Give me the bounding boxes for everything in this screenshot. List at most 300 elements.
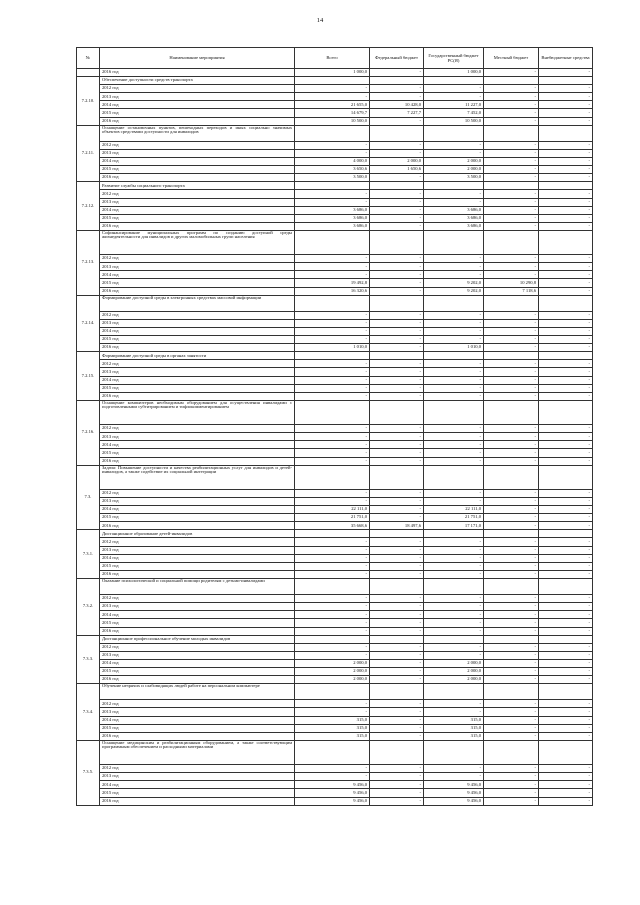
item-name: 2014 год (100, 101, 295, 109)
federal-value (370, 684, 424, 700)
total-value: 3 500,0 (295, 174, 370, 182)
extrabudget-value: - (539, 368, 593, 376)
total-value: 14 679,7 (295, 109, 370, 117)
federal-value: - (370, 651, 424, 659)
local-value: - (484, 263, 539, 271)
item-name: 2013 год (100, 368, 295, 376)
federal-value: - (370, 206, 424, 214)
extrabudget-value: - (539, 498, 593, 506)
total-value: - (295, 85, 370, 93)
header-cell: Местный бюджет (484, 48, 539, 69)
federal-value: - (370, 708, 424, 716)
total-value: - (295, 149, 370, 157)
table-row (77, 328, 593, 336)
total-value: - (295, 538, 370, 546)
state-value (424, 530, 484, 538)
federal-value: - (370, 336, 424, 344)
extrabudget-value: - (539, 546, 593, 554)
table-row (77, 158, 593, 166)
federal-value: - (370, 538, 424, 546)
table-row (77, 271, 593, 279)
local-value: - (484, 149, 539, 157)
total-value: 315,0 (295, 716, 370, 724)
item-name: 2016 год (100, 570, 295, 578)
federal-value: - (370, 773, 424, 781)
total-value: - (295, 360, 370, 368)
federal-value: - (370, 603, 424, 611)
table-row (77, 700, 593, 708)
total-value: - (295, 263, 370, 271)
item-name: 2015 год (100, 279, 295, 287)
local-value: - (484, 667, 539, 675)
federal-value: - (370, 263, 424, 271)
table-row (77, 77, 593, 85)
table-row (77, 198, 593, 206)
item-name: 2013 год (100, 198, 295, 206)
table-row (77, 619, 593, 627)
federal-value: - (370, 311, 424, 319)
item-name: 2016 год (100, 676, 295, 684)
total-value: - (295, 489, 370, 497)
state-value: - (424, 700, 484, 708)
item-name: 2015 год (100, 109, 295, 117)
extrabudget-value: - (539, 797, 593, 805)
extrabudget-value: - (539, 449, 593, 457)
federal-value: - (370, 700, 424, 708)
item-name: 2016 год (100, 344, 295, 352)
local-value: - (484, 724, 539, 732)
total-value: - (295, 619, 370, 627)
table-row (77, 368, 593, 376)
extrabudget-value: - (539, 166, 593, 174)
federal-value (370, 352, 424, 360)
table-row (77, 643, 593, 651)
extrabudget-value: - (539, 619, 593, 627)
item-name: 2015 год (100, 724, 295, 732)
state-value: - (424, 562, 484, 570)
extrabudget-value: - (539, 69, 593, 77)
extrabudget-value: - (539, 93, 593, 101)
table-row (77, 425, 593, 433)
extrabudget-value: - (539, 117, 593, 125)
table-row (77, 93, 593, 101)
item-name: 2013 год (100, 708, 295, 716)
total-value: - (295, 611, 370, 619)
extrabudget-value: - (539, 667, 593, 675)
table-row (77, 311, 593, 319)
federal-value: - (370, 368, 424, 376)
federal-value: 1 650,6 (370, 166, 424, 174)
total-value: - (295, 554, 370, 562)
table-row (77, 595, 593, 603)
state-value: 2 000,0 (424, 166, 484, 174)
total-value: 19 492,8 (295, 279, 370, 287)
total-value: - (295, 376, 370, 384)
extrabudget-value: - (539, 141, 593, 149)
item-name: Формирование доступной среды в электронных средствах массовой информации (100, 295, 295, 311)
table-row (77, 214, 593, 222)
header-cell: № (77, 48, 100, 69)
total-value: - (295, 773, 370, 781)
state-value: 9 456,0 (424, 781, 484, 789)
table-row (77, 489, 593, 497)
local-value: - (484, 595, 539, 603)
total-value: - (295, 708, 370, 716)
table-row (77, 344, 593, 352)
total-value (295, 740, 370, 764)
total-value: - (295, 595, 370, 603)
federal-value: - (370, 554, 424, 562)
item-name: Оказание психологической и социальной помощи родителям с детьми-инвалидами (100, 578, 295, 594)
total-value: 3 686,0 (295, 222, 370, 230)
extrabudget-value: - (539, 158, 593, 166)
total-value (295, 530, 370, 538)
state-value: - (424, 651, 484, 659)
item-name: 2015 год (100, 514, 295, 522)
state-value: - (424, 263, 484, 271)
extrabudget-value (539, 77, 593, 85)
table-row (77, 449, 593, 457)
state-value: - (424, 190, 484, 198)
total-value: 2 000,0 (295, 659, 370, 667)
extrabudget-value: - (539, 570, 593, 578)
local-value: - (484, 498, 539, 506)
federal-value: - (370, 222, 424, 230)
federal-value: - (370, 287, 424, 295)
total-value: - (295, 570, 370, 578)
total-value: 2 000,0 (295, 676, 370, 684)
item-name: 2016 год (100, 732, 295, 740)
federal-value (370, 465, 424, 489)
item-name: 2016 год (100, 69, 295, 77)
federal-value: - (370, 457, 424, 465)
item-name: 2014 год (100, 554, 295, 562)
table-row (77, 433, 593, 441)
table-row (77, 141, 593, 149)
local-value: - (484, 449, 539, 457)
item-name: 2013 год (100, 263, 295, 271)
extrabudget-value: - (539, 441, 593, 449)
extrabudget-value: - (539, 328, 593, 336)
federal-value (370, 125, 424, 141)
state-value: 315,0 (424, 732, 484, 740)
extrabudget-value: - (539, 773, 593, 781)
item-name: Дистанционное образование детей-инвалидов (100, 530, 295, 538)
item-name: 2015 год (100, 336, 295, 344)
item-name: 2013 год (100, 651, 295, 659)
federal-value: - (370, 627, 424, 635)
item-name: 2015 год (100, 789, 295, 797)
state-value (424, 230, 484, 254)
state-value: - (424, 627, 484, 635)
item-name: 2013 год (100, 433, 295, 441)
local-value: - (484, 546, 539, 554)
extrabudget-value: - (539, 781, 593, 789)
state-value: - (424, 449, 484, 457)
table-row (77, 498, 593, 506)
federal-value (370, 295, 424, 311)
federal-value: 18 497,6 (370, 522, 424, 530)
state-value: 11 227,0 (424, 101, 484, 109)
local-value: - (484, 554, 539, 562)
extrabudget-value: - (539, 222, 593, 230)
federal-value: - (370, 85, 424, 93)
item-name: 2012 год (100, 538, 295, 546)
item-name: 2014 год (100, 441, 295, 449)
local-value: - (484, 773, 539, 781)
total-value: - (295, 328, 370, 336)
total-value: - (295, 368, 370, 376)
table-row (77, 740, 593, 764)
total-value (295, 295, 370, 311)
state-value: - (424, 392, 484, 400)
federal-value: - (370, 659, 424, 667)
table-row (77, 676, 593, 684)
table-row (77, 797, 593, 805)
extrabudget-value (539, 635, 593, 643)
federal-value: - (370, 384, 424, 392)
total-value: 315,0 (295, 732, 370, 740)
state-value: - (424, 328, 484, 336)
extrabudget-value: - (539, 287, 593, 295)
federal-value: - (370, 514, 424, 522)
extrabudget-value: - (539, 311, 593, 319)
local-value: - (484, 384, 539, 392)
federal-value: - (370, 570, 424, 578)
state-value: - (424, 433, 484, 441)
total-value: - (295, 546, 370, 554)
federal-value: - (370, 797, 424, 805)
federal-value: - (370, 141, 424, 149)
total-value (295, 182, 370, 190)
item-name: 2014 год (100, 716, 295, 724)
local-value: - (484, 425, 539, 433)
table-row (77, 611, 593, 619)
local-value: - (484, 158, 539, 166)
total-value: - (295, 562, 370, 570)
local-value: - (484, 522, 539, 530)
item-number: 7.2.14. (77, 295, 100, 352)
state-value: - (424, 570, 484, 578)
total-value: - (295, 449, 370, 457)
item-name: 2016 год (100, 287, 295, 295)
state-value (424, 684, 484, 700)
state-value: 315,0 (424, 724, 484, 732)
total-value: - (295, 643, 370, 651)
local-value: 7 118,6 (484, 287, 539, 295)
extrabudget-value (539, 352, 593, 360)
total-value: 16 320,6 (295, 287, 370, 295)
table-row (77, 773, 593, 781)
total-value: 10 500,0 (295, 117, 370, 125)
item-number: 7.3.1. (77, 530, 100, 579)
local-value: - (484, 441, 539, 449)
item-name: 2012 год (100, 700, 295, 708)
table-row (77, 635, 593, 643)
state-value: 21 751,0 (424, 514, 484, 522)
extrabudget-value (539, 295, 593, 311)
item-name: 2013 год (100, 603, 295, 611)
extrabudget-value: - (539, 198, 593, 206)
item-name: 2013 год (100, 546, 295, 554)
extrabudget-value: - (539, 659, 593, 667)
federal-value: - (370, 433, 424, 441)
state-value: - (424, 546, 484, 554)
extrabudget-value: - (539, 506, 593, 514)
table-row (77, 182, 593, 190)
extrabudget-value: - (539, 724, 593, 732)
state-value: - (424, 538, 484, 546)
federal-value: - (370, 667, 424, 675)
item-name: 2013 год (100, 93, 295, 101)
total-value: - (295, 190, 370, 198)
state-value: - (424, 149, 484, 157)
state-value: 9 202,0 (424, 287, 484, 295)
local-value: - (484, 255, 539, 263)
local-value: - (484, 311, 539, 319)
local-value (484, 77, 539, 85)
item-number: 7.2.15. (77, 352, 100, 401)
table-row (77, 109, 593, 117)
table-row (77, 69, 593, 77)
local-value (484, 740, 539, 764)
extrabudget-value: - (539, 85, 593, 93)
local-value: - (484, 619, 539, 627)
state-value (424, 635, 484, 643)
item-name: Оснащение остановочных пунктов, пешеходных переходов и иных социально значимых объектов средствами доступности для инвалидов (100, 125, 295, 141)
extrabudget-value: - (539, 603, 593, 611)
local-value: - (484, 376, 539, 384)
total-value (295, 77, 370, 85)
federal-value: - (370, 344, 424, 352)
table-row (77, 263, 593, 271)
extrabudget-value (539, 465, 593, 489)
header-cell: Наименование мероприятия (100, 48, 295, 69)
table-row (77, 400, 593, 424)
table-row (77, 319, 593, 327)
local-value: - (484, 271, 539, 279)
local-value: - (484, 222, 539, 230)
table-row (77, 570, 593, 578)
table-row (77, 538, 593, 546)
total-value: 3 686,0 (295, 206, 370, 214)
item-name: 2012 год (100, 311, 295, 319)
total-value: 315,0 (295, 724, 370, 732)
total-value: - (295, 700, 370, 708)
total-value: 1 010,0 (295, 344, 370, 352)
federal-value: - (370, 174, 424, 182)
table-row (77, 376, 593, 384)
local-value: - (484, 659, 539, 667)
item-name: Оснащение компьютеров необходимым оборудованием для осуществления инвалидами с подготовленными субтитрированием и тифлокомментированием (100, 400, 295, 424)
total-value: - (295, 93, 370, 101)
item-name: 2016 год (100, 117, 295, 125)
local-value: - (484, 514, 539, 522)
total-value: - (295, 498, 370, 506)
state-value: 9 456,0 (424, 789, 484, 797)
table-row (77, 789, 593, 797)
item-name: 2012 год (100, 141, 295, 149)
extrabudget-value: - (539, 360, 593, 368)
state-value: 2 000,0 (424, 158, 484, 166)
total-value: - (295, 441, 370, 449)
extrabudget-value: - (539, 765, 593, 773)
federal-value: - (370, 724, 424, 732)
total-value: 9 456,0 (295, 789, 370, 797)
state-value: - (424, 319, 484, 327)
local-value: - (484, 797, 539, 805)
state-value: - (424, 619, 484, 627)
federal-value: - (370, 781, 424, 789)
federal-value: 7 227,7 (370, 109, 424, 117)
state-value: 1 000,0 (424, 69, 484, 77)
extrabudget-value: - (539, 522, 593, 530)
extrabudget-value: - (539, 190, 593, 198)
extrabudget-value: - (539, 255, 593, 263)
federal-value: - (370, 546, 424, 554)
state-value: - (424, 603, 484, 611)
local-value: - (484, 360, 539, 368)
item-name: 2016 год (100, 174, 295, 182)
extrabudget-value: - (539, 344, 593, 352)
table-row (77, 441, 593, 449)
extrabudget-value: - (539, 538, 593, 546)
federal-value: 2 000,0 (370, 158, 424, 166)
item-name: 2014 год (100, 271, 295, 279)
local-value: - (484, 538, 539, 546)
federal-value: - (370, 69, 424, 77)
local-value: - (484, 765, 539, 773)
extrabudget-value (539, 125, 593, 141)
local-value: - (484, 562, 539, 570)
local-value: - (484, 570, 539, 578)
table-row (77, 530, 593, 538)
item-name: 2014 год (100, 158, 295, 166)
federal-value (370, 230, 424, 254)
item-name: 2015 год (100, 619, 295, 627)
item-name: 2012 год (100, 765, 295, 773)
local-value: - (484, 206, 539, 214)
state-value (424, 352, 484, 360)
state-value: 3 686,0 (424, 222, 484, 230)
state-value: - (424, 311, 484, 319)
table-row (77, 149, 593, 157)
local-value: - (484, 93, 539, 101)
local-value: - (484, 174, 539, 182)
item-number: 7.2.11. (77, 125, 100, 182)
table-row (77, 190, 593, 198)
local-value (484, 230, 539, 254)
state-value: - (424, 85, 484, 93)
table-row (77, 384, 593, 392)
local-value: - (484, 789, 539, 797)
local-value: - (484, 319, 539, 327)
table-row (77, 174, 593, 182)
table-row (77, 765, 593, 773)
federal-value: - (370, 319, 424, 327)
federal-value: - (370, 498, 424, 506)
item-name: 2012 год (100, 85, 295, 93)
item-name: 2012 год (100, 190, 295, 198)
federal-value: - (370, 279, 424, 287)
item-name: 2014 год (100, 659, 295, 667)
local-value: - (484, 117, 539, 125)
state-value (424, 295, 484, 311)
table-row (77, 522, 593, 530)
federal-value: - (370, 489, 424, 497)
table-row (77, 457, 593, 465)
federal-value: - (370, 506, 424, 514)
